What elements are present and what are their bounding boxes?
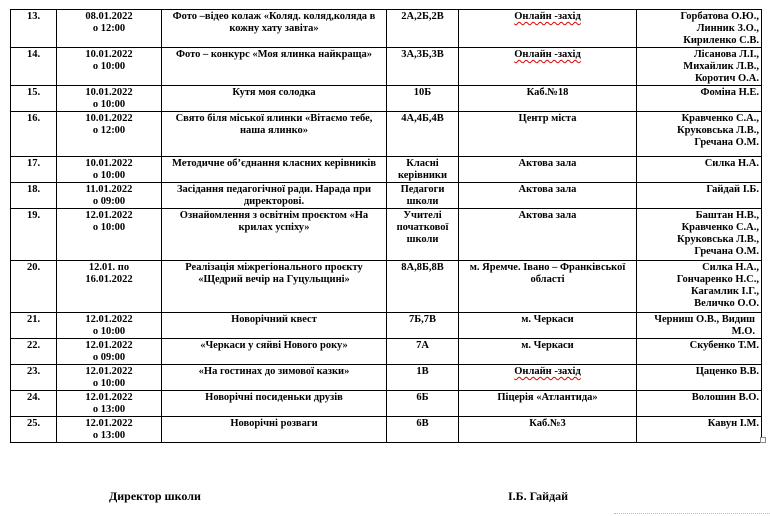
responsible-person: Кравченко С.А.,: [681, 222, 759, 233]
event-location: Онлайн -захід: [514, 49, 581, 60]
participants: Класні керівники: [397, 158, 448, 181]
event-date: 10.01.2022: [85, 49, 133, 60]
cell-event-title[interactable]: [162, 10, 387, 48]
participants: 3А,3Б,3В: [401, 49, 444, 60]
cell-number[interactable]: [11, 10, 57, 48]
cell-participants[interactable]: [387, 391, 459, 417]
responsible-person: Гречана О.М.: [694, 246, 759, 257]
event-time: о 10:00: [92, 222, 126, 233]
table-row: [11, 48, 762, 86]
cell-date[interactable]: [57, 365, 162, 391]
event-location: Піцерія «Атлантида»: [497, 392, 598, 403]
responsible-person: Горбатова О.Ю.,: [680, 11, 759, 22]
event-date: 10.01.2022: [85, 113, 133, 124]
cell-participants[interactable]: [387, 261, 459, 313]
responsible-person: Гайдай І.Б.: [706, 184, 759, 195]
cell-participants[interactable]: [387, 86, 459, 112]
cell-number[interactable]: [11, 339, 57, 365]
responsible-person: Скубенко Т.М.: [689, 340, 759, 351]
cell-date[interactable]: [57, 157, 162, 183]
row-number: 16.: [26, 113, 41, 124]
cell-event-title[interactable]: [162, 48, 387, 86]
event-location: Центр міста: [518, 113, 577, 124]
table-row: [11, 209, 762, 261]
cell-date[interactable]: [57, 112, 162, 157]
event-time: о 13:00: [92, 404, 126, 415]
responsible-person: Черниш О.В., Видиш: [654, 314, 755, 325]
participants: 4А,4Б,4В: [401, 113, 444, 124]
event-time: 16.01.2022: [85, 274, 133, 285]
row-number: 18.: [26, 184, 41, 195]
participants: 2А,2Б,2В: [401, 11, 444, 22]
cell-number[interactable]: [11, 313, 57, 339]
table-row: [11, 365, 762, 391]
responsible-person: М.О.: [731, 326, 755, 337]
event-title: Фото – конкурс «Моя ялинка найкраща»: [175, 49, 373, 60]
row-number: 21.: [26, 314, 41, 325]
responsible-person: Круковська Л.В.,: [677, 125, 759, 136]
event-title: Реалізація міжрегіонального проєкту «Щедрий вечір на Гуцульщині»: [185, 262, 363, 285]
cell-date[interactable]: [57, 313, 162, 339]
row-number: 15.: [26, 87, 41, 98]
cell-responsible[interactable]: [637, 183, 762, 209]
cell-event-title[interactable]: [162, 261, 387, 313]
event-title: Новорічний квест: [231, 314, 317, 325]
responsible-person: Силка Н.А.,: [702, 262, 759, 273]
cell-location[interactable]: [459, 313, 637, 339]
table-row: [11, 339, 762, 365]
event-date: 12.01.2022: [85, 366, 133, 377]
responsible-person: Кагамлик І.Г.,: [691, 286, 759, 297]
cell-location[interactable]: [459, 183, 637, 209]
participants: 10Б: [413, 87, 432, 98]
event-time: о 10:00: [92, 61, 126, 72]
events-table-body: [11, 10, 762, 443]
row-number: 25.: [26, 418, 41, 429]
cell-event-title[interactable]: [162, 112, 387, 157]
cell-event-title[interactable]: [162, 313, 387, 339]
cell-participants[interactable]: [387, 365, 459, 391]
participants: 6Б: [416, 392, 429, 403]
event-time: о 10:00: [92, 378, 126, 389]
row-number: 19.: [26, 210, 41, 221]
cell-number[interactable]: [11, 391, 57, 417]
cell-participants[interactable]: [387, 339, 459, 365]
table-row: [11, 10, 762, 48]
event-location: Каб.№18: [526, 87, 569, 98]
responsible-person: Гречана О.М.: [694, 137, 759, 148]
cell-participants[interactable]: [387, 209, 459, 261]
participants: Учителі початкової школи: [396, 210, 449, 245]
responsible-person: Гончаренко Н.С.,: [676, 274, 759, 285]
cell-participants[interactable]: [387, 48, 459, 86]
event-date: 12.01.2022: [85, 314, 133, 325]
event-time: о 09:00: [92, 352, 126, 363]
event-date: 12.01.2022: [85, 418, 133, 429]
cell-location[interactable]: [459, 261, 637, 313]
event-title: Методичне об’єднання класних керівників: [171, 158, 376, 169]
event-date: 12.01.2022: [85, 340, 133, 351]
cell-date[interactable]: [57, 86, 162, 112]
cell-event-title[interactable]: [162, 417, 387, 443]
cell-responsible[interactable]: [637, 86, 762, 112]
director-label: Директор школи: [109, 489, 201, 503]
cell-date[interactable]: [57, 417, 162, 443]
event-time: о 13:00: [92, 430, 126, 441]
cell-date[interactable]: [57, 183, 162, 209]
event-title: «Черкаси у сяйві Нового року»: [200, 340, 348, 351]
table-row: [11, 86, 762, 112]
event-location: Актова зала: [518, 158, 577, 169]
cell-location[interactable]: [459, 365, 637, 391]
cell-responsible[interactable]: [637, 365, 762, 391]
page-edge-line: [614, 513, 770, 514]
participants: Педагоги школи: [400, 184, 445, 207]
cell-event-title[interactable]: [162, 86, 387, 112]
cell-responsible[interactable]: [637, 209, 762, 261]
cell-event-title[interactable]: [162, 209, 387, 261]
cell-responsible[interactable]: [637, 313, 762, 339]
responsible-person: Кириленко С.В.: [683, 35, 759, 46]
cell-participants[interactable]: [387, 313, 459, 339]
cell-location[interactable]: [459, 10, 637, 48]
event-title: Новорічні посиденьки друзів: [205, 392, 343, 403]
table-row: [11, 157, 762, 183]
responsible-person: Баштан Н.В.,: [695, 210, 759, 221]
table-row: [11, 313, 762, 339]
cell-date[interactable]: [57, 48, 162, 86]
cell-location[interactable]: [459, 417, 637, 443]
cell-event-title[interactable]: [162, 157, 387, 183]
cell-date[interactable]: [57, 391, 162, 417]
event-title: Новорічні розваги: [230, 418, 318, 429]
responsible-person: Линник З.О.,: [696, 23, 759, 34]
cell-event-title[interactable]: [162, 183, 387, 209]
table-row: [11, 183, 762, 209]
responsible-person: Кравченко С.А.,: [681, 113, 759, 124]
event-date: 12.01.2022: [85, 392, 133, 403]
director-name: І.Б. Гайдай: [508, 489, 569, 503]
row-number: 23.: [26, 366, 41, 377]
responsible-person: Кавун І.М.: [707, 418, 759, 429]
events-table: [10, 9, 762, 443]
cell-responsible[interactable]: [637, 391, 762, 417]
cell-responsible[interactable]: [637, 417, 762, 443]
cell-event-title[interactable]: [162, 391, 387, 417]
event-time: о 12:00: [92, 23, 126, 34]
event-title: Засідання педагогічної ради. Нарада при директорові.: [176, 184, 371, 207]
row-number: 20.: [26, 262, 41, 273]
event-date: 12.01. по: [88, 262, 130, 273]
cell-number[interactable]: [11, 112, 57, 157]
cell-participants[interactable]: [387, 183, 459, 209]
row-number: 17.: [26, 158, 41, 169]
row-number: 14.: [26, 49, 41, 60]
cell-event-title[interactable]: [162, 339, 387, 365]
event-date: 11.01.2022: [85, 184, 133, 195]
cell-participants[interactable]: [387, 157, 459, 183]
cell-responsible[interactable]: [637, 112, 762, 157]
cell-location[interactable]: [459, 391, 637, 417]
cell-date[interactable]: [57, 10, 162, 48]
event-time: о 12:00: [92, 125, 126, 136]
participants: 6В: [416, 418, 429, 429]
table-row: [11, 112, 762, 157]
cell-number[interactable]: [11, 48, 57, 86]
event-time: о 10:00: [92, 170, 126, 181]
participants: 7А: [416, 340, 429, 351]
responsible-person: Круковська Л.В.,: [677, 234, 759, 245]
event-location: Онлайн -захід: [514, 366, 581, 377]
event-time: о 10:00: [92, 326, 126, 337]
event-date: 12.01.2022: [85, 210, 133, 221]
event-title: «На гостинах до зимової казки»: [198, 366, 350, 377]
participants: 1В: [416, 366, 429, 377]
table-end-handle[interactable]: [760, 437, 766, 443]
event-date: 08.01.2022: [85, 11, 133, 22]
event-location: м. Черкаси: [521, 340, 574, 351]
event-title: Кутя моя солодка: [232, 87, 316, 98]
cell-number[interactable]: [11, 261, 57, 313]
cell-date[interactable]: [57, 261, 162, 313]
event-title: Ознайомлення з освітнім проєктом «На крилах успіху»: [179, 210, 369, 233]
event-title: Фото –відео колаж «Коляд. коляд,коляда в кожну хату завіта»: [172, 11, 376, 34]
responsible-person: Силка Н.А.: [704, 158, 759, 169]
event-location: м. Черкаси: [521, 314, 574, 325]
cell-location[interactable]: [459, 339, 637, 365]
cell-location[interactable]: [459, 48, 637, 86]
row-number: 22.: [26, 340, 41, 351]
cell-responsible[interactable]: [637, 48, 762, 86]
cell-date[interactable]: [57, 209, 162, 261]
participants: 7Б,7В: [408, 314, 437, 325]
event-location: Актова зала: [518, 184, 577, 195]
cell-responsible[interactable]: [637, 339, 762, 365]
cell-event-title[interactable]: [162, 365, 387, 391]
cell-number[interactable]: [11, 86, 57, 112]
cell-number[interactable]: [11, 417, 57, 443]
cell-responsible[interactable]: [637, 10, 762, 48]
participants: 8А,8Б,8В: [401, 262, 444, 273]
table-row: [11, 417, 762, 443]
responsible-person: Величко О.О.: [694, 298, 759, 309]
cell-number[interactable]: [11, 209, 57, 261]
responsible-person: Цаценко В.В.: [695, 366, 759, 377]
cell-location[interactable]: [459, 86, 637, 112]
event-location: Каб.№3: [529, 418, 566, 429]
responsible-person: Коротич О.А.: [694, 73, 759, 84]
responsible-person: Михайлик Л.В.,: [683, 61, 759, 72]
cell-participants[interactable]: [387, 417, 459, 443]
event-location: Актова зала: [518, 210, 577, 221]
cell-participants[interactable]: [387, 10, 459, 48]
event-title: Свято біля міської ялинки «Вітаємо тебе, наша ялинко»: [175, 113, 373, 136]
cell-location[interactable]: [459, 112, 637, 157]
event-time: о 10:00: [92, 99, 126, 110]
row-number: 24.: [26, 392, 41, 403]
responsible-person: Фоміна Н.Е.: [700, 87, 759, 98]
cell-date[interactable]: [57, 339, 162, 365]
cell-responsible[interactable]: [637, 261, 762, 313]
cell-location[interactable]: [459, 209, 637, 261]
event-time: о 09:00: [92, 196, 126, 207]
cell-number[interactable]: [11, 365, 57, 391]
table-row: [11, 391, 762, 417]
cell-number[interactable]: [11, 157, 57, 183]
cell-responsible[interactable]: [637, 157, 762, 183]
responsible-person: Волошин В.О.: [691, 392, 759, 403]
event-location: м. Яремче. Івано – Франківської області: [469, 262, 626, 285]
cell-participants[interactable]: [387, 112, 459, 157]
table-row: [11, 261, 762, 313]
event-date: 10.01.2022: [85, 158, 133, 169]
cell-location[interactable]: [459, 157, 637, 183]
cell-number[interactable]: [11, 183, 57, 209]
event-location: Онлайн -захід: [514, 11, 581, 22]
row-number: 13.: [26, 11, 41, 22]
event-date: 10.01.2022: [85, 87, 133, 98]
responsible-person: Лісанова Л.І.,: [693, 49, 759, 60]
